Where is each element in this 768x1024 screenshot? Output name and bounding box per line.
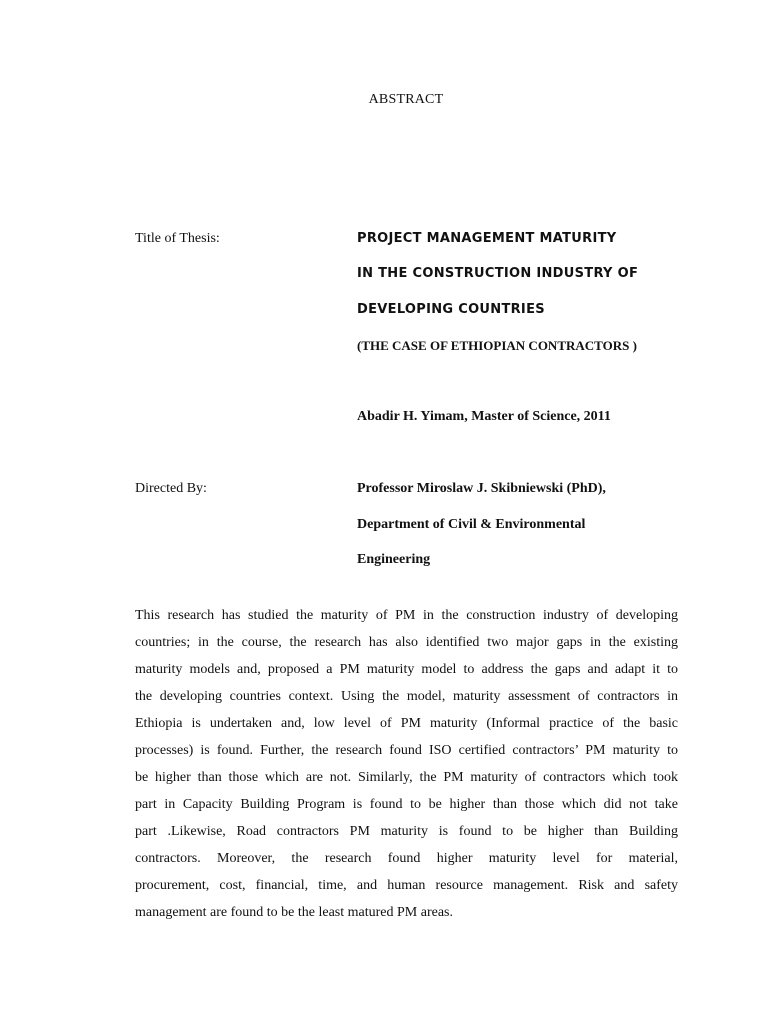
- body-line: This research has studied the maturity of PM in the construction industry of developing: [135, 608, 678, 623]
- thesis-title-line-1: PROJECT MANAGEMENT MATURITY: [357, 231, 617, 246]
- thesis-title-line-2: IN THE CONSTRUCTION INDUSTRY OF: [357, 266, 639, 281]
- body-line: processes) is found. Further, the research found ISO certified contractors’ PM maturity to: [135, 743, 678, 758]
- body-line: management are found to be the least matured PM areas.: [135, 905, 453, 920]
- director-line-3: Engineering: [357, 552, 431, 567]
- body-line: procurement, cost, financial, time, and human resource management. Risk and safety: [135, 878, 678, 893]
- director-line-2: Department of Civil & Environmental: [357, 517, 586, 532]
- thesis-title-line-3: DEVELOPING COUNTRIES: [357, 302, 545, 317]
- title-of-thesis-label: Title of Thesis:: [135, 231, 220, 246]
- directed-by-label: Directed By:: [135, 481, 207, 496]
- body-line: part in Capacity Building Program is found to be higher than those which did not take: [135, 797, 678, 812]
- abstract-body: [135, 602, 678, 926]
- body-line: maturity models and, proposed a PM maturity model to address the gaps and adapt it to: [135, 662, 678, 677]
- body-line: be higher than those which are not. Similarly, the PM maturity of contractors which took: [135, 770, 678, 785]
- body-line: countries; in the course, the research has also identified two major gaps in the existing: [135, 635, 678, 650]
- body-line: the developing countries context. Using the model, maturity assessment of contractors in: [135, 689, 678, 704]
- thesis-subtitle: (THE CASE OF ETHIOPIAN CONTRACTORS ): [357, 338, 637, 353]
- director-line-1: Professor Miroslaw J. Skibniewski (PhD),: [357, 481, 606, 496]
- body-line: contractors. Moreover, the research found higher maturity level for material,: [135, 851, 678, 866]
- abstract-heading: ABSTRACT: [368, 92, 444, 107]
- body-line: part .Likewise, Road contractors PM maturity is found to be higher than Building: [135, 824, 678, 839]
- body-line: Ethiopia is undertaken and, low level of PM maturity (Informal practice of the basic: [135, 716, 678, 731]
- author-line: Abadir H. Yimam, Master of Science, 2011: [357, 409, 611, 424]
